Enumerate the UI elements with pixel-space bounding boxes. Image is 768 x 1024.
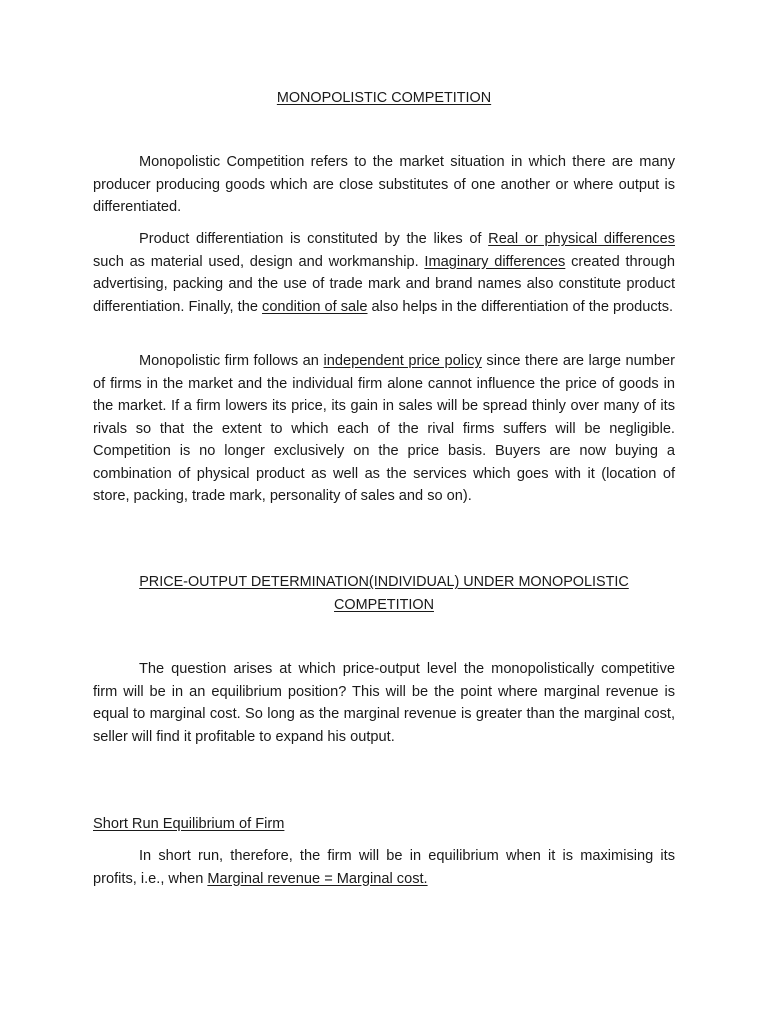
paragraph-product-differentiation <box>93 228 675 318</box>
paragraph-price-policy <box>93 350 675 508</box>
paragraph-short-run <box>93 845 675 890</box>
underline-independent-price-policy: independent price policy <box>323 353 482 369</box>
p2-text-4: also helps in the differentiation of the products. <box>367 298 674 315</box>
p3-text-1: Monopolistic firm follows an <box>139 353 324 369</box>
document-title: MONOPOLISTIC COMPETITION <box>276 90 492 106</box>
underline-mr-equals-mc: Marginal revenue = Marginal cost. <box>207 870 428 887</box>
p5-text-1: In short run, therefore, the firm will be in equilibrium when it is maximising its profits, i.e., when <box>93 848 675 887</box>
subheading-short-run: Short Run Equilibrium of Firm <box>93 816 285 832</box>
section-title-line-2: COMPETITION <box>334 597 434 613</box>
section-title-line-1: PRICE-OUTPUT DETERMINATION(INDIVIDUAL) UNDER MONOPOLISTIC <box>139 574 629 590</box>
p2-text-2: such as material used, design and workmanship. <box>93 253 425 270</box>
underline-imaginary-differences: Imaginary differences <box>424 253 566 270</box>
underline-condition-of-sale: condition of sale <box>262 298 368 315</box>
paragraph-equilibrium-question: The question arises at which price-output level the monopolistically competitive firm will be in an equilibrium position? This will be the point where marginal revenue is equal to marginal cost. So long as the marginal revenue is greater than the marginal cost, seller will find it profitable to expand his output. <box>93 661 675 745</box>
paragraph-definition: Monopolistic Competition refers to the market situation in which there are many producer producing goods which are close substitutes of one another or where output is differentiated. <box>93 154 675 215</box>
p2-text-3: created through advertising, packing and the use of trade mark and brand names also constitute product differentiation. Finally, the <box>93 253 675 315</box>
underline-real-physical-differences: Real or physical differences <box>488 231 675 247</box>
p3-text-2: since there are large number of firms in the market and the individual firm alone cannot influence the price of goods in the market. If a firm lowers its price, its gain in sales will be spread thinly over many of its rivals so that the extent to which each of the rival firms suffers will be negligible. Competition is no longer exclusively on the price basis. Buyers are now buying a combination of physical product as well as the services which goes with it (location of store, packing, trade mark, personality of sales and so on). <box>93 353 675 504</box>
p2-text-1: Product differentiation is constituted by the likes of <box>139 231 489 247</box>
